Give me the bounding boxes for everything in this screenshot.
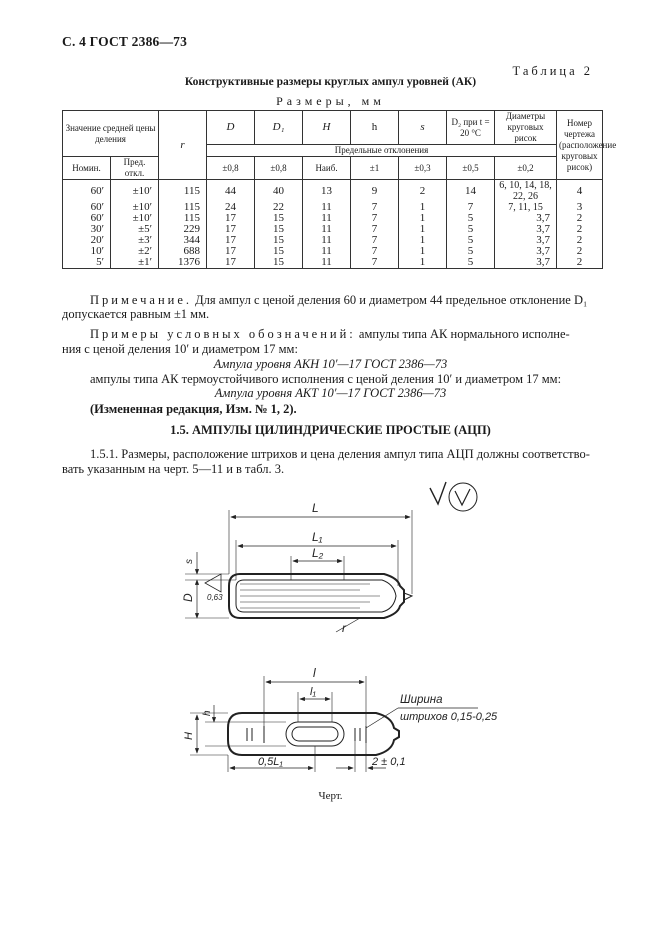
table-cell: 11 xyxy=(303,235,351,246)
table-cell: 9 xyxy=(351,180,399,203)
header-D2: D₂ при t = 20 °C xyxy=(447,111,495,145)
label-L2: L₂ xyxy=(312,546,324,560)
roughness-mark xyxy=(430,482,446,504)
table-cell: 7 xyxy=(351,202,399,213)
table-cell: 229 xyxy=(159,224,207,235)
label-L: L xyxy=(312,501,319,515)
tol-diam: ±0,2 xyxy=(495,157,557,180)
table-cell: ±5′ xyxy=(111,224,159,235)
revision-note: (Измененная редакция, Изм. № 1, 2). xyxy=(90,402,297,416)
ampoule-top-view xyxy=(228,713,399,755)
header-value: Значение средней цены деления xyxy=(63,111,159,157)
note-text: Для ампул с ценой деления 60 и диаметром 44 предельное отклонение D₁ xyxy=(192,293,588,307)
table-cell: ±3′ xyxy=(111,235,159,246)
label-half-L1: 0,5L₁ xyxy=(258,756,283,768)
label-l: l xyxy=(313,666,316,680)
label-H: H xyxy=(183,732,195,740)
table-cell: 344 xyxy=(159,235,207,246)
label-h: h xyxy=(202,710,213,716)
table-cell: ±10′ xyxy=(111,180,159,203)
table-cell: 11 xyxy=(303,224,351,235)
table-cell: 3,7 xyxy=(495,246,557,257)
table-cell: 7 xyxy=(351,257,399,269)
table-cell: 3 xyxy=(557,202,603,213)
table-cell: 30′ xyxy=(63,224,111,235)
table-cell: 2 xyxy=(557,235,603,246)
examples-text-2: ния с ценой деления 10′ и диаметром 17 мм: xyxy=(62,342,298,356)
table-cell: 17 xyxy=(207,246,255,257)
table-cell: 688 xyxy=(159,246,207,257)
table-cell: 7 xyxy=(351,235,399,246)
table-cell: 5′ xyxy=(63,257,111,269)
table-cell: 10′ xyxy=(63,246,111,257)
table-cell: 22 xyxy=(255,202,303,213)
label-D: D xyxy=(181,593,195,602)
table-subtitle: Размеры, мм xyxy=(276,94,385,108)
table-cell: 5 xyxy=(447,224,495,235)
table-cell: 6, 10, 14, 18, 22, 26 xyxy=(495,180,557,203)
table-cell: 60′ xyxy=(63,202,111,213)
header-limit: Предельные отклонения xyxy=(207,145,557,157)
examples-text-3: ампулы типа АК термоустойчивого исполнения с ценой деления 10′ и диаметром 17 мм: xyxy=(90,372,562,386)
table-cell: 14 xyxy=(447,180,495,203)
table-title: Конструктивные размеры круглых ампул уровней (АК) xyxy=(184,76,477,88)
label-s: s xyxy=(184,559,195,564)
table-cell: 20′ xyxy=(63,235,111,246)
table-cell: ±10′ xyxy=(111,213,159,224)
table-cell: 3,7 xyxy=(495,257,557,269)
table-cell: 1 xyxy=(399,257,447,269)
example-2: Ампула уровня АКТ 10′—17 ГОСТ 2386—73 xyxy=(214,386,447,400)
table-cell: 7, 11, 15 xyxy=(495,202,557,213)
roughness-circle-icon xyxy=(449,483,477,511)
tol-D1: ±0,8 xyxy=(255,157,303,180)
table-cell: ±2′ xyxy=(111,246,159,257)
paragraph-2: вать указанным на черт. 5—11 и в табл. 3. xyxy=(62,462,285,476)
table-cell: 17 xyxy=(207,257,255,269)
table-cell: 15 xyxy=(255,246,303,257)
table-cell: 13 xyxy=(303,180,351,203)
tol-s: ±0,3 xyxy=(399,157,447,180)
header-D: D xyxy=(207,111,255,145)
table-cell: 15 xyxy=(255,257,303,269)
table-cell: 115 xyxy=(159,202,207,213)
header-s: s xyxy=(399,111,447,145)
table-cell: 15 xyxy=(255,213,303,224)
table-cell: 1 xyxy=(399,235,447,246)
table-cell: 7 xyxy=(351,213,399,224)
table-cell: 2 xyxy=(557,213,603,224)
header-h: h xyxy=(351,111,399,145)
table-cell: 1 xyxy=(399,213,447,224)
table-cell: 15 xyxy=(255,235,303,246)
tol-D: ±0,8 xyxy=(207,157,255,180)
header-diam: Диаметры круговых рисок xyxy=(495,111,557,145)
table-cell: 17 xyxy=(207,224,255,235)
table-cell: 11 xyxy=(303,257,351,269)
table-cell: 1 xyxy=(399,202,447,213)
table-cell: 17 xyxy=(207,213,255,224)
table-cell: 4 xyxy=(557,180,603,203)
table-cell: 7 xyxy=(351,246,399,257)
examples-text: ампулы типа АК нормального исполне- xyxy=(355,327,570,341)
ampoule-side-view xyxy=(229,574,412,618)
table-cell: 40 xyxy=(255,180,303,203)
table-cell: 24 xyxy=(207,202,255,213)
table-cell: 5 xyxy=(447,246,495,257)
drawing-caption: Черт. xyxy=(318,790,343,802)
tol-h: ±1 xyxy=(351,157,399,180)
table-cell: 5 xyxy=(447,235,495,246)
example-1: Ампула уровня АКН 10′—17 ГОСТ 2386—73 xyxy=(213,357,448,371)
table-cell: ±10′ xyxy=(111,202,159,213)
header-nom: Номин. xyxy=(63,157,111,180)
note-label: Примечание. xyxy=(90,293,193,307)
table-cell: 1376 xyxy=(159,257,207,269)
table-cell: 1 xyxy=(399,246,447,257)
table-cell: 2 xyxy=(399,180,447,203)
header-drawing-number: Номер чертежа (расположение круговых рисок) xyxy=(557,111,603,180)
table-cell: 2 xyxy=(557,224,603,235)
table-cell: 15 xyxy=(255,224,303,235)
table-cell: 7 xyxy=(351,224,399,235)
label-063: 0,63 xyxy=(207,593,223,602)
table-cell: 115 xyxy=(159,213,207,224)
table-cell: 11 xyxy=(303,213,351,224)
table-cell: 2 xyxy=(557,257,603,269)
paragraph-1: 1.5.1. Размеры, расположение штрихов и цена деления ампул типа АЦП должны соответство- xyxy=(90,447,590,461)
header-dev: Пред. откл. xyxy=(111,157,159,180)
label-width-2: штрихов 0,15-0,25 xyxy=(400,711,498,723)
table-cell: 2 xyxy=(557,246,603,257)
table-note-cont: допускается равным ±1 мм. xyxy=(62,307,210,321)
table-cell: 3,7 xyxy=(495,235,557,246)
label-l1: l₁ xyxy=(310,686,316,698)
label-r: r xyxy=(342,621,346,635)
examples-label: Примеры условных обозначений: xyxy=(90,327,356,341)
table-cell: 3,7 xyxy=(495,213,557,224)
table-cell: 60′ xyxy=(63,180,111,203)
label-width-1: Ширина xyxy=(400,694,443,706)
table-cell: 11 xyxy=(303,246,351,257)
table-cell: 17 xyxy=(207,235,255,246)
tol-H: Наиб. xyxy=(303,157,351,180)
table-cell: 11 xyxy=(303,202,351,213)
section-title: 1.5. АМПУЛЫ ЦИЛИНДРИЧЕСКИЕ ПРОСТЫЕ (АЦП) xyxy=(170,423,491,437)
label-L1: L₁ xyxy=(312,530,323,544)
table-cell: 60′ xyxy=(63,213,111,224)
table-cell: 3,7 xyxy=(495,224,557,235)
header-r: r xyxy=(159,111,207,180)
table-cell: ±1′ xyxy=(111,257,159,269)
table-cell: 44 xyxy=(207,180,255,203)
page-header: С. 4 ГОСТ 2386—73 xyxy=(62,34,188,49)
table-cell: 1 xyxy=(399,224,447,235)
table-cell: 115 xyxy=(159,180,207,203)
table-cell: 7 xyxy=(447,202,495,213)
table-number: Таблица 2 xyxy=(512,64,593,78)
tol-D2: ±0,5 xyxy=(447,157,495,180)
header-D1: D₁ xyxy=(255,111,303,145)
table-cell: 5 xyxy=(447,213,495,224)
label-2mm: 2 ± 0,1 xyxy=(372,756,406,768)
table-cell: 5 xyxy=(447,257,495,269)
header-H: H xyxy=(303,111,351,145)
